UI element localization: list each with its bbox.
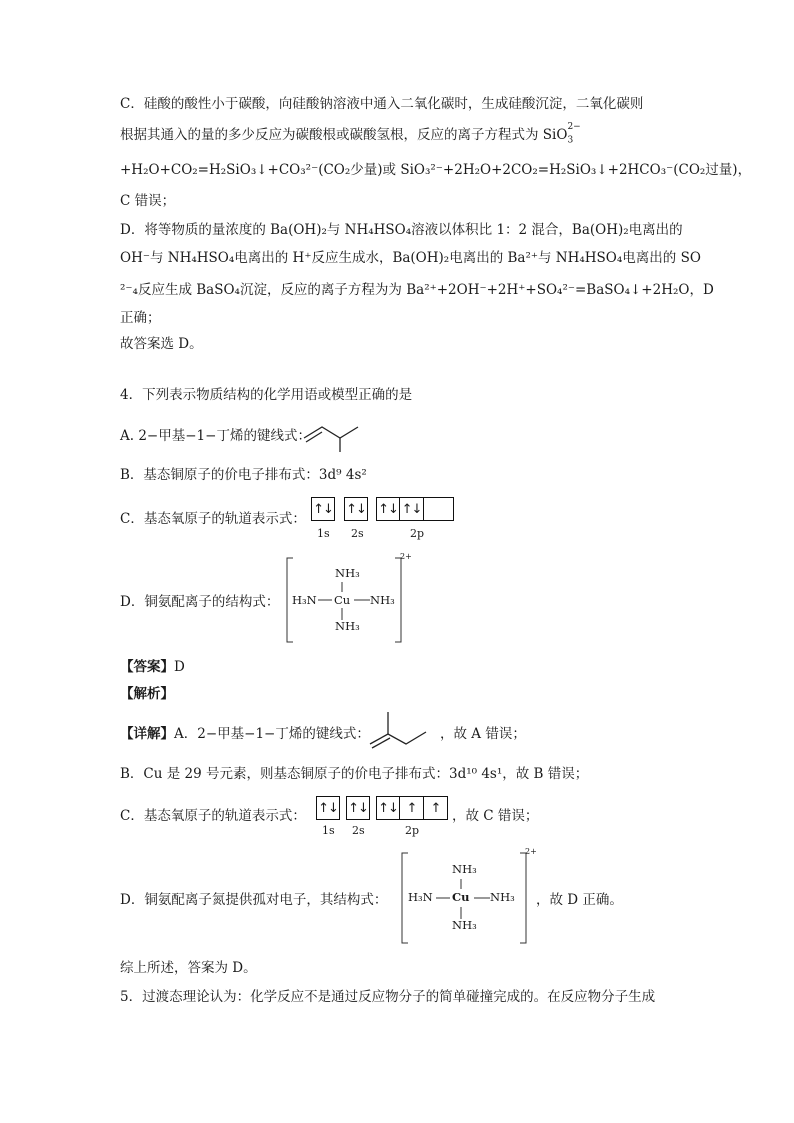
complex-charge-answer: 2+ <box>525 847 537 856</box>
explanation-c: C．基态氧原子的轨道表示式： <box>120 808 306 824</box>
option-d-line-3: ²⁻₄反应生成 BaSO₄沉淀，反应的离子方程为为 Ba²⁺+2OH⁻+2H⁺+SO₄²⁻=BaSO₄↓+2H₂O，D <box>120 282 714 298</box>
answer-orbital-label-2s: 2s <box>352 824 365 837</box>
complex-bonds-question <box>318 580 378 622</box>
answer-orbital-2p-1: ↑↓ <box>376 796 400 820</box>
answer-orbital-2p-3: ↑ <box>424 796 448 820</box>
orbital-diagram-question <box>311 497 335 521</box>
answer-orbital-2s: ↑↓ <box>346 796 370 820</box>
option-c-line-4: C 错误； <box>120 193 176 209</box>
complex-bottom-ligand-answer: NH₃ <box>452 918 477 932</box>
question-5-stem: 5．过渡态理论认为：化学反应不是通过反应物分子的简单碰撞完成的。在反应物分子生成 <box>120 989 656 1005</box>
answer-orbital-label-2p: 2p <box>405 824 420 837</box>
complex-top-ligand-answer: NH₃ <box>452 862 477 876</box>
answer-orbital-1s: ↑↓ <box>316 796 340 820</box>
answer-orbital-2s-group <box>346 796 370 820</box>
question-4-option-b: B．基态铜原子的价电子排布式：3d⁹ 4s² <box>120 467 367 483</box>
answer-value: D <box>174 659 185 675</box>
summary: 综上所述，答案为 D。 <box>120 960 257 976</box>
orbital-1s: ↑↓ <box>311 497 335 521</box>
complex-right-ligand-question: NH₃ <box>370 593 395 607</box>
complex-top-ligand-question: NH₃ <box>335 566 360 580</box>
explanation-c-suffix: ，故 C 错误； <box>452 808 539 824</box>
option-d-conclusion: 故答案选 D。 <box>120 336 203 352</box>
complex-center-question: Cu <box>334 593 351 607</box>
explanation-a-suffix: ，故 A 错误； <box>440 726 526 742</box>
skeletal-formula-answer-a <box>368 710 432 750</box>
option-d-line-2: OH⁻与 NH₄HSO₄电离出的 H⁺反应生成水，Ba(OH)₂电离出的 Ba²⁺与 NH₄HSO₄电离出的 SO <box>120 250 701 266</box>
orbital-2p-3 <box>424 497 454 521</box>
orbital-label-2s: 2s <box>351 527 364 540</box>
orbital-2p-group <box>376 497 454 521</box>
answer-row <box>120 657 185 677</box>
explanation-a-text: A．2−甲基−1−丁烯的键线式： <box>174 726 370 742</box>
orbital-label-2p: 2p <box>410 527 425 540</box>
complex-left-ligand-question: H₃N <box>292 593 317 607</box>
explanation-d-suffix: ，故 D 正确。 <box>536 892 623 908</box>
complex-charge-question: 2+ <box>400 552 412 561</box>
skeletal-formula-question-a <box>302 414 362 454</box>
complex-right-ligand-answer: NH₃ <box>490 890 515 904</box>
explanation-b: B．Cu 是 29 号元素，则基态铜原子的价电子排布式：3d¹⁰ 4s¹，故 B 错误； <box>120 766 589 782</box>
complex-bonds-answer <box>436 877 496 921</box>
option-c-line-2: 根据其通入的量的多少反应为碳酸根或碳酸氢根，反应的离子方程式为 SiO$_3$ 2− <box>120 122 581 146</box>
explanation-a <box>120 724 370 744</box>
question-4-option-d: D．铜氨配离子的结构式： <box>120 594 280 610</box>
detail-label: 【详解】 <box>120 726 174 742</box>
option-d-line-4: 正确； <box>120 310 161 326</box>
orbital-2s-group <box>344 497 368 521</box>
option-d-line-1: D．将等物质的量浓度的 Ba(OH)₂与 NH₄HSO₄溶液以体积比 1：2 混合，Ba(OH)₂电离出的 <box>120 222 683 238</box>
orbital-label-1s: 1s <box>317 527 330 540</box>
bracket-right-question <box>394 557 402 643</box>
answer-orbital-2p-2: ↑ <box>400 796 424 820</box>
complex-center-answer: Cu <box>452 890 470 904</box>
bracket-right-answer <box>519 852 527 944</box>
complex-left-ligand-answer: H₃N <box>408 890 433 904</box>
question-4-option-a: A. 2−甲基−1−丁烯的键线式： <box>120 428 311 444</box>
answer-orbital-label-1s: 1s <box>322 824 335 837</box>
orbital-2p-1: ↑↓ <box>376 497 400 521</box>
orbital-diagram-answer <box>316 796 340 820</box>
complex-bottom-ligand-question: NH₃ <box>335 619 360 633</box>
question-4-option-c: C．基态氧原子的轨道表示式： <box>120 511 306 527</box>
question-4-stem: 4．下列表示物质结构的化学用语或模型正确的是 <box>120 387 413 403</box>
answer-orbital-2p-group <box>376 796 448 820</box>
option-c-line-3: +H₂O+CO₂=H₂SiO₃↓+CO₃²⁻(CO₂少量)或 SiO₃²⁻+2H₂O+2CO₂=H₂SiO₃↓+2HCO₃⁻(CO₂过量)， <box>120 162 752 178</box>
orbital-2s: ↑↓ <box>344 497 368 521</box>
explanation-d: D．铜氨配离子氮提供孤对电子，其结构式： <box>120 892 388 908</box>
answer-label: 【答案】 <box>120 659 174 675</box>
analysis-label: 【解析】 <box>120 686 174 702</box>
option-c-line-1: C．硅酸的酸性小于碳酸，向硅酸钠溶液中通入二氧化碳时，生成硅酸沉淀，二氧化碳则 <box>120 96 644 112</box>
orbital-2p-2: ↑↓ <box>400 497 424 521</box>
